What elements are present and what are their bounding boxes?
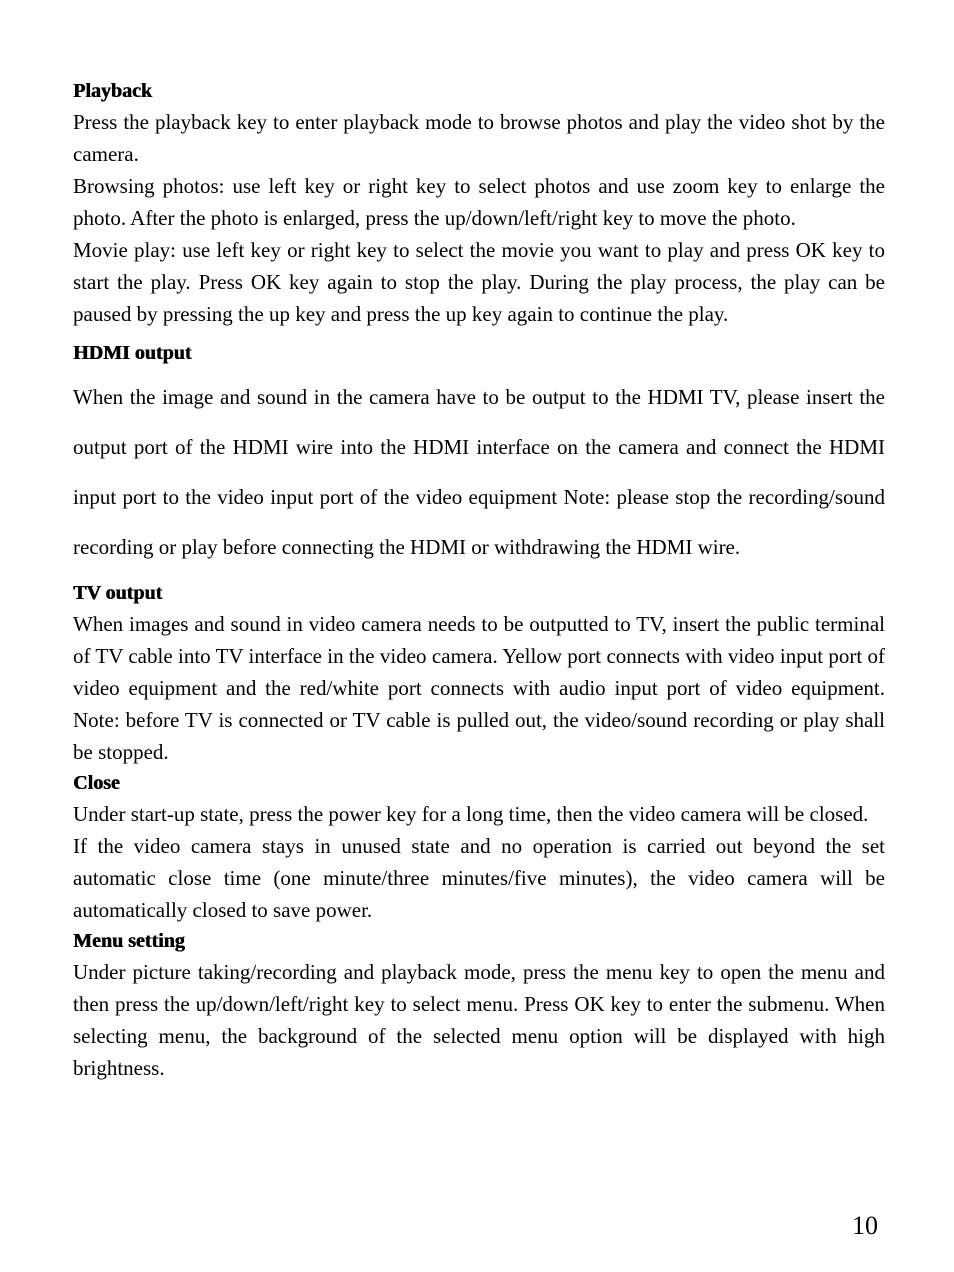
section-heading-hdmi-output: HDMI output	[73, 342, 192, 364]
paragraph: If the video camera stays in unused state and no operation is carried out beyond the set automatic close time (one minute/three minutes/five minutes), the video camera will be automatically closed to save power.	[73, 834, 885, 922]
paragraph: Browsing photos: use left key or right key to select photos and use zoom key to enlarge the photo. After the photo is enlarged, press the up/down/left/right key to move the photo.	[73, 174, 885, 230]
section-close	[73, 768, 885, 926]
paragraph: Under picture taking/recording and playback mode, press the menu key to open the menu and then press the up/down/left/right key to select menu. Press OK key to enter the submenu. When selecting menu, the background of the selected menu option will be displayed with high brightness.	[73, 960, 885, 1080]
page-number: 10	[852, 1211, 878, 1240]
section-heading-menu-setting: Menu setting	[73, 930, 185, 952]
section-menu-setting	[73, 926, 885, 1084]
section-tv-output	[73, 578, 885, 768]
section-heading-close: Close	[73, 772, 120, 794]
section-heading-playback: Playback	[73, 80, 152, 102]
section-hdmi-output	[73, 338, 885, 572]
paragraph: When images and sound in video camera needs to be outputted to TV, insert the public terminal of TV cable into TV interface in the video camera. Yellow port connects with video input port of video equipment and the red/white port connects with audio input port of video equipment. Note: before TV is connected or TV cable is pulled out, the video/sound recording or play shall be stopped.	[73, 612, 885, 764]
document-page	[73, 76, 885, 1084]
section-playback	[73, 76, 885, 330]
paragraph: Press the playback key to enter playback mode to browse photos and play the video shot by the camera.	[73, 110, 885, 166]
paragraph: Under start-up state, press the power key for a long time, then the video camera will be closed.	[73, 802, 869, 826]
paragraph: Movie play: use left key or right key to select the movie you want to play and press OK key to start the play. Press OK key again to stop the play. During the play process, the play can be paused by pressing the up key and press the up key again to continue the play.	[73, 238, 885, 326]
paragraph: When the image and sound in the camera have to be output to the HDMI TV, please insert the output port of the HDMI wire into the HDMI interface on the camera and connect the HDMI input port to the video input port of the video equipment Note: please stop the recording/sound recording or play before connecting the HDMI or withdrawing the HDMI wire.	[73, 385, 885, 559]
section-heading-tv-output: TV output	[73, 582, 163, 604]
